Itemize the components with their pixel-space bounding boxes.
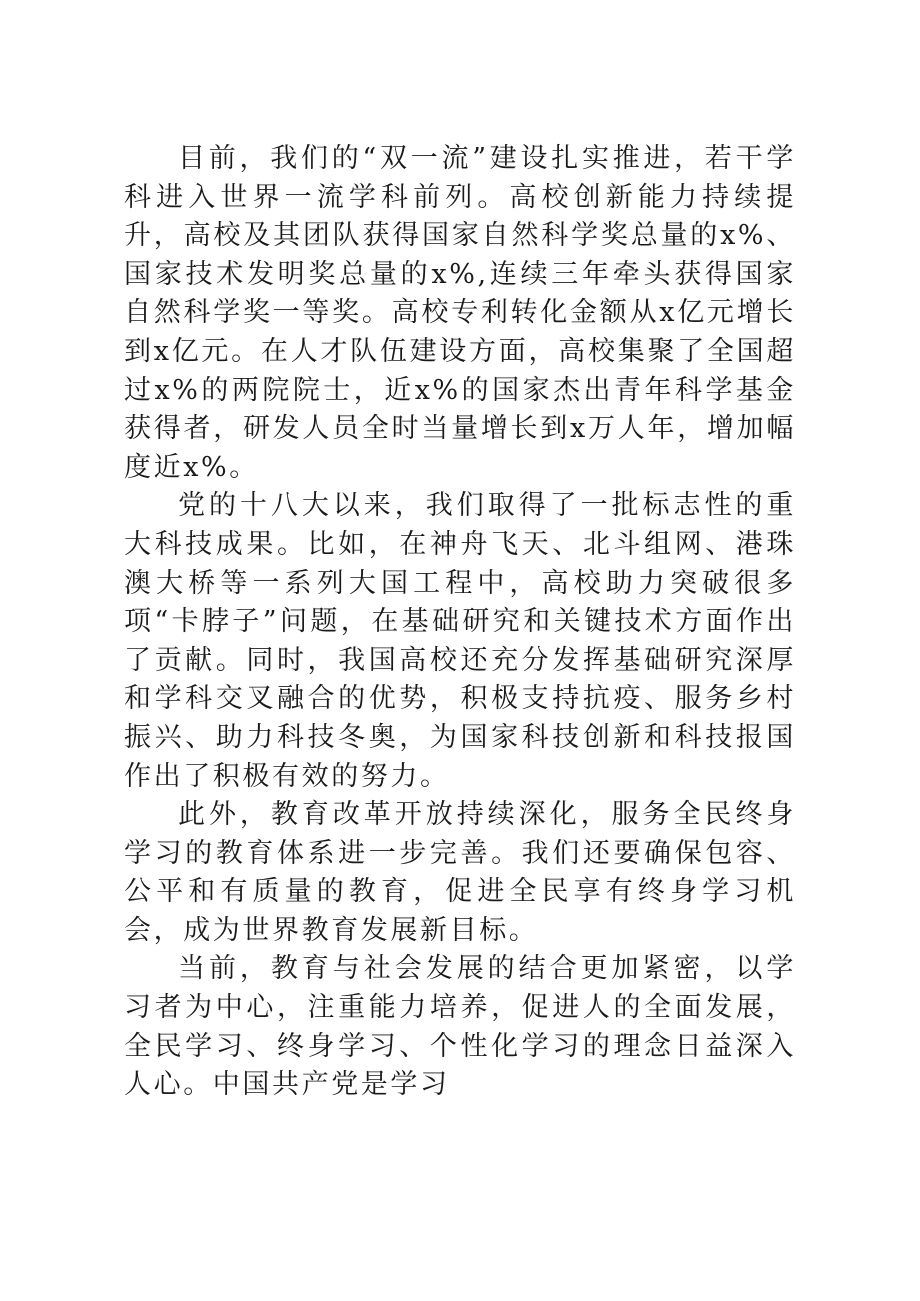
document-body — [124, 140, 796, 1105]
paragraph-1: 目前，我们的“双一流”建设扎实推进，若干学科进入世界一流学科前列。高校创新能力持续提升，高校及其团队获得国家自然科学奖总量的x%、国家技术发明奖总量的x%,连续三年牵头获得国家自然科学奖一等奖。高校专利转化金额从x亿元增长到x亿元。在人才队伍建设方面，高校集聚了全国超过x%的两院院士，近x%的国家杰出青年科学基金获得者，研发人员全时当量增长到x万人年，增加幅度近x%。 — [124, 143, 796, 483]
paragraph-4: 当前，教育与社会发展的结合更加紧密，以学习者为中心，注重能力培养，促进人的全面发展，全民学习、终身学习、个性化学习的理念日益深入人心。中国共产党是学习 — [124, 953, 796, 1101]
paragraph-3: 此外，教育改革开放持续深化，服务全民终身学习的教育体系进一步完善。我们还要确保包容、公平和有质量的教育，促进全民享有终身学习机会，成为世界教育发展新目标。 — [124, 799, 796, 946]
paragraph-2: 党的十八大以来，我们取得了一批标志性的重大科技成果。比如，在神舟飞天、北斗组网、港珠澳大桥等一系列大国工程中，高校助力突破很多项“卡脖子”问题，在基础研究和关键技术方面作出了贡献。同时，我国高校还充分发挥基础研究深厚和学科交叉融合的优势，积极支持抗疫、服务乡村振兴、助力科技冬奥，为国家科技创新和科技报国作出了积极有效的努力。 — [124, 490, 796, 792]
